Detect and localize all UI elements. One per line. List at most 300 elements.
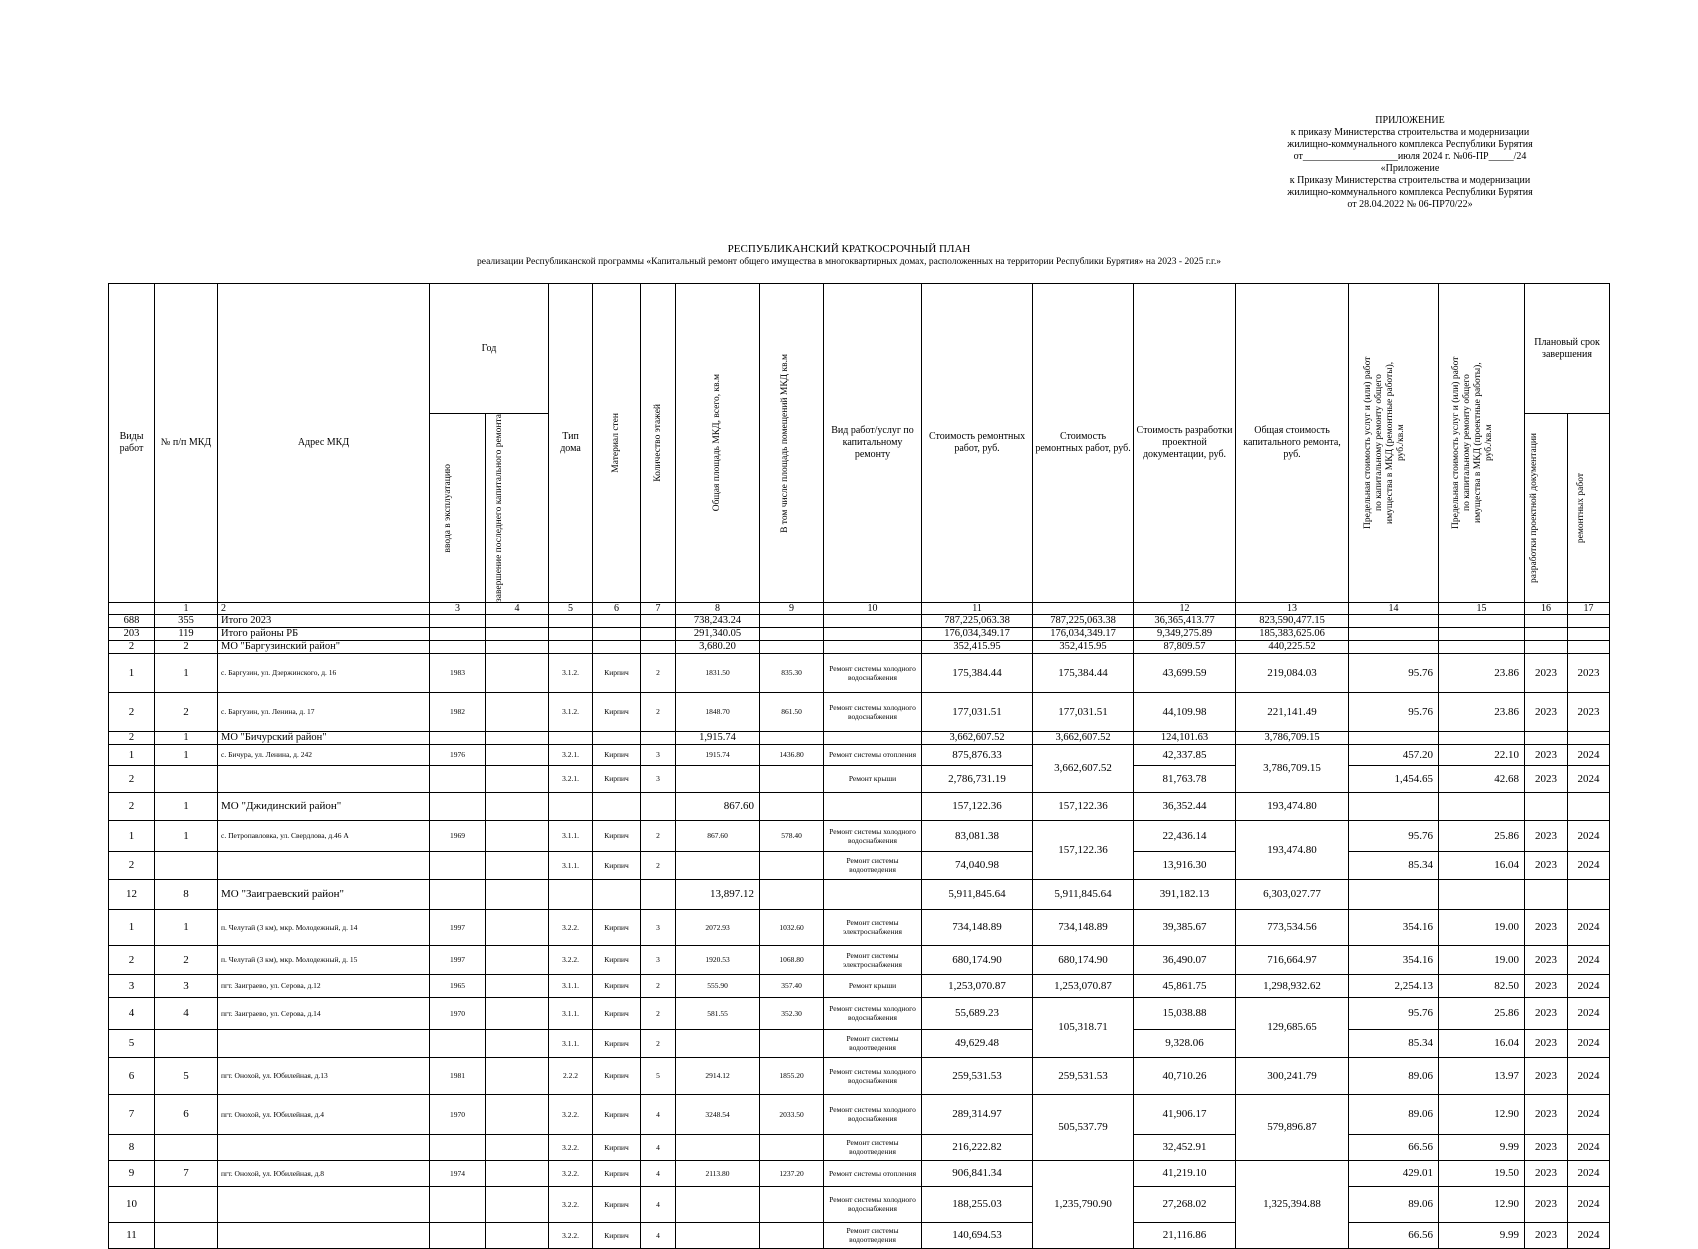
cell-address: пгт. Онохой, ул. Юбилейная, д.8 [218,1160,430,1186]
cell: 74,040.98 [922,851,1033,879]
cell: Кирпич [593,974,641,997]
cell: 3,680.20 [676,640,760,653]
header-year-commissioning-text: ввода в эксплуатацию [442,463,453,553]
cell: 1997 [430,945,486,974]
cell: 259,531.53 [922,1057,1033,1094]
cell: 1 [109,653,155,692]
cell: 2024 [1568,1222,1610,1248]
cell: 680,174.90 [922,945,1033,974]
cell-work-kind: Ремонт системы водоотведения [824,851,922,879]
cell: 354.16 [1349,945,1439,974]
cell: 19.50 [1439,1160,1525,1186]
header-mkd-no: № п/п МКД [155,284,218,603]
cell: 2024 [1568,997,1610,1029]
cell: 773,534.56 [1236,909,1349,945]
table-row [109,744,1610,765]
cell: 3.1.1. [549,851,593,879]
cell: 1976 [430,744,486,765]
cell-work-kind: Ремонт системы отопления [824,1160,922,1186]
cell-work-kind: Ремонт системы водоотведения [824,1029,922,1057]
cell: 9.99 [1439,1222,1525,1248]
cell: 3.1.1. [549,974,593,997]
cell: 83,081.38 [922,820,1033,851]
header-repair-cost-2: Стоимость ремонтных работ, руб. [1033,284,1134,603]
cell: 1915.74 [676,744,760,765]
cell: 2023 [1525,997,1568,1029]
cell: 81,763.78 [1134,765,1236,792]
cell: 2 [109,945,155,974]
cell: 66.56 [1349,1134,1439,1160]
cell-address: с. Бичура, ул. Ленина, д. 242 [218,744,430,765]
cell: 2024 [1568,851,1610,879]
cell: 25.86 [1439,820,1525,851]
header-year-last-repair [486,414,549,603]
cell-work-kind: Ремонт крыши [824,974,922,997]
cell: 457.20 [1349,744,1439,765]
header-wall-material-text: Материал стен [611,413,622,473]
cell: 300,241.79 [1236,1057,1349,1094]
cell: 95.76 [1349,820,1439,851]
cell: 3.2.2. [549,909,593,945]
cell: 3,786,709.15 [1236,744,1349,792]
cell: 1920.53 [676,945,760,974]
table-row [109,974,1610,997]
cell-work-kind: Ремонт системы холодного водоснабжения [824,997,922,1029]
cell-address: Итого 2023 [218,614,430,627]
appendix-line: от___________________июля 2024 г. №06-ПР_____/24 [1293,151,1527,162]
cell: 19.00 [1439,909,1525,945]
cell-address: с. Баргузин, ул. Ленина, д. 17 [218,692,430,731]
cell: 2,786,731.19 [922,765,1033,792]
cell: 23.86 [1439,692,1525,731]
cell: 157,122.36 [1033,820,1134,879]
cell: 4 [641,1134,676,1160]
cell: 3 [109,974,155,997]
header-floors [641,284,676,603]
cell: 22.10 [1439,744,1525,765]
col-num: 11 [922,602,1033,614]
col-num [1033,602,1134,614]
cell: 5,911,845.64 [1033,879,1134,909]
col-num: 13 [1236,602,1349,614]
cell: 203 [109,627,155,640]
cell: 89.06 [1349,1186,1439,1222]
cell: 85.34 [1349,1029,1439,1057]
cell: 42.68 [1439,765,1525,792]
cell: 2 [641,851,676,879]
cell: 2023 [1568,692,1610,731]
cell: 3.2.2. [549,1186,593,1222]
cell: 1997 [430,909,486,945]
cell: 555.90 [676,974,760,997]
cell: 9 [109,1160,155,1186]
cell: 3.1.2. [549,692,593,731]
cell: 8 [109,1134,155,1160]
cell: 2 [109,640,155,653]
cell: 43,699.59 [1134,653,1236,692]
cell: 2024 [1568,1134,1610,1160]
cell: Кирпич [593,909,641,945]
cell: Кирпич [593,1222,641,1248]
cell: 505,537.79 [1033,1094,1134,1160]
column-number-row [109,602,1610,614]
header-deadline-design [1525,414,1568,603]
cell: 1032.60 [760,909,824,945]
table-row [109,1160,1610,1186]
header-work-kind: Вид работ/услуг по капитальному ремонту [824,284,922,603]
cell: 175,384.44 [922,653,1033,692]
cell: 2 [109,851,155,879]
cell: 6 [109,1057,155,1094]
header-repair-cost: Стоимость ремонтных работ, руб. [922,284,1033,603]
col-num [109,602,155,614]
cell: 12.90 [1439,1094,1525,1134]
cell: 1,235,790.90 [1033,1160,1134,1248]
cell: Кирпич [593,1094,641,1134]
cell: 157,122.36 [922,792,1033,820]
cell: 579,896.87 [1236,1094,1349,1160]
cell: 3.2.1. [549,744,593,765]
cell-work-kind: Ремонт системы холодного водоснабжения [824,1094,922,1134]
table-row-total-2023 [109,614,1610,627]
appendix-line: жилищно-коммунального комплекса Республики Бурятия [1287,187,1533,198]
cell: 738,243.24 [676,614,760,627]
cell: 3,662,607.52 [1033,744,1134,792]
col-num: 8 [676,602,760,614]
cell: 259,531.53 [1033,1057,1134,1094]
table-row [109,945,1610,974]
cell: 2023 [1525,974,1568,997]
cell-work-kind: Ремонт системы холодного водоснабжения [824,1186,922,1222]
col-num: 7 [641,602,676,614]
col-num: 3 [430,602,486,614]
header-premises-area-text: В том числе площадь помещений МКД кв.м [779,353,790,533]
header-limit-repair [1349,284,1439,603]
cell: 2 [641,820,676,851]
cell: 3 [641,945,676,974]
cell: 42,337.85 [1134,744,1236,765]
header-year-last-repair-text: завершение последнего капитального ремонта [494,414,504,602]
cell: 352.30 [760,997,824,1029]
cell: 1,454.65 [1349,765,1439,792]
cell: 578.40 [760,820,824,851]
cell-work-kind: Ремонт системы электроснабжения [824,909,922,945]
cell-work-kind: Ремонт системы отопления [824,744,922,765]
cell: 1,253,070.87 [1033,974,1134,997]
cell-address: МО "Заиграевский район" [218,879,430,909]
cell: 105,318.71 [1033,997,1134,1057]
cell: 22,436.14 [1134,820,1236,851]
cell: 3.2.2. [549,1094,593,1134]
header-deadline-design-text: разработки проектной документации [1529,433,1540,583]
header-deadline-repair-text: ремонтных работ [1575,472,1586,544]
cell: 4 [641,1094,676,1134]
appendix-header [1235,115,1585,211]
cell: 1237.20 [760,1160,824,1186]
cell: 13.97 [1439,1057,1525,1094]
table-row [109,851,1610,879]
cell: 12 [109,879,155,909]
cell: 391,182.13 [1134,879,1236,909]
cell: Кирпич [593,765,641,792]
cell: 193,474.80 [1236,792,1349,820]
table-row-dzhida-total [109,792,1610,820]
cell: Кирпич [593,1057,641,1094]
cell: Кирпич [593,1134,641,1160]
table-row [109,1094,1610,1134]
cell: 2 [109,792,155,820]
cell: 89.06 [1349,1094,1439,1134]
cell: 2072.93 [676,909,760,945]
cell: 2023 [1525,1186,1568,1222]
cell: 2024 [1568,765,1610,792]
cell: 2 [155,640,218,653]
cell: 440,225.52 [1236,640,1349,653]
cell: 176,034,349.17 [922,627,1033,640]
cell: 1,915.74 [676,731,760,744]
cell: 32,452.91 [1134,1134,1236,1160]
appendix-line: ПРИЛОЖЕНИЕ [1375,115,1445,126]
cell: 15,038.88 [1134,997,1236,1029]
cell: 3.1.2. [549,653,593,692]
cell: 4 [155,997,218,1029]
cell: 5 [155,1057,218,1094]
header-limit-design [1439,284,1525,603]
cell: 680,174.90 [1033,945,1134,974]
col-num: 4 [486,602,549,614]
col-num: 10 [824,602,922,614]
cell: Кирпич [593,945,641,974]
cell: 2023 [1525,765,1568,792]
cell: 27,268.02 [1134,1186,1236,1222]
cell: 177,031.51 [922,692,1033,731]
cell: 7 [109,1094,155,1134]
cell: 5 [109,1029,155,1057]
cell: 193,474.80 [1236,820,1349,879]
cell: 176,034,349.17 [1033,627,1134,640]
header-total-area [676,284,760,603]
col-num: 2 [218,602,430,614]
cell: 1068.80 [760,945,824,974]
cell-address: МО "Баргузинский район" [218,640,430,653]
cell: 2024 [1568,1186,1610,1222]
cell: 95.76 [1349,997,1439,1029]
cell: 734,148.89 [1033,909,1134,945]
cell-address: МО "Бичурский район" [218,731,430,744]
cell-address: Итого районы РБ [218,627,430,640]
cell: 357.40 [760,974,824,997]
cell: 9.99 [1439,1134,1525,1160]
cell: 3 [641,765,676,792]
cell: 291,340.05 [676,627,760,640]
cell: 2 [641,1029,676,1057]
cell: 1 [109,909,155,945]
cell: 1831.50 [676,653,760,692]
plan-table [108,283,1610,1249]
appendix-line: к приказу Министерства строительства и модернизации [1290,127,1530,138]
cell: Кирпич [593,1186,641,1222]
cell: 2023 [1525,909,1568,945]
header-limit-repair-text: Предельная стоимость услуг и (или) работ по капитальному ремонту общего имущества в МКД (ремонтные работы), руб./кв.м [1362,356,1406,530]
cell: 581.55 [676,997,760,1029]
cell: 1965 [430,974,486,997]
cell: 1 [109,820,155,851]
cell: 2,254.13 [1349,974,1439,997]
table-row [109,692,1610,731]
cell: 2 [641,692,676,731]
cell: 2023 [1525,945,1568,974]
cell-address: с. Петропавловка, ул. Свердлова, д.46 А [218,820,430,851]
cell: 2023 [1525,1057,1568,1094]
header-work-types: Виды работ [109,284,155,603]
col-num: 16 [1525,602,1568,614]
cell: 354.16 [1349,909,1439,945]
cell: 2024 [1568,820,1610,851]
table-row-bichura-total [109,731,1610,744]
cell: 1855.20 [760,1057,824,1094]
cell-work-kind: Ремонт крыши [824,765,922,792]
cell: 2 [109,765,155,792]
cell: 3.2.2. [549,945,593,974]
cell: 2033.50 [760,1094,824,1134]
cell: 2024 [1568,974,1610,997]
header-house-type: Тип дома [549,284,593,603]
appendix-line: от 28.04.2022 № 06-ПР70/22» [1347,199,1473,210]
cell: 4 [641,1160,676,1186]
cell: 2023 [1525,1222,1568,1248]
cell: 1436.80 [760,744,824,765]
cell: 1,325,394.88 [1236,1160,1349,1248]
cell: 352,415.95 [922,640,1033,653]
cell: 5 [641,1057,676,1094]
cell: 2 [109,731,155,744]
cell: 3.2.2. [549,1134,593,1160]
cell: Кирпич [593,851,641,879]
cell-address: пгт. Онохой, ул. Юбилейная, д.4 [218,1094,430,1134]
cell: 95.76 [1349,653,1439,692]
col-num: 12 [1134,602,1236,614]
header-total-cost: Общая стоимость капитального ремонта, руб. [1236,284,1349,603]
table-row [109,997,1610,1029]
cell: 10 [109,1186,155,1222]
header-wall-material [593,284,641,603]
cell: Кирпич [593,820,641,851]
cell: 1,253,070.87 [922,974,1033,997]
cell: 2 [641,653,676,692]
cell: 2024 [1568,1057,1610,1094]
table-row [109,820,1610,851]
cell: Кирпич [593,692,641,731]
cell-work-kind: Ремонт системы холодного водоснабжения [824,692,922,731]
col-num: 5 [549,602,593,614]
cell: 2914.12 [676,1057,760,1094]
cell: 1970 [430,997,486,1029]
cell: 2023 [1525,744,1568,765]
table-row-zaigraevo-total [109,879,1610,909]
cell: 124,101.63 [1134,731,1236,744]
cell: 1981 [430,1057,486,1094]
cell: 861.50 [760,692,824,731]
col-num: 15 [1439,602,1525,614]
cell: 19.00 [1439,945,1525,974]
cell: 13,897.12 [676,879,760,909]
cell-work-kind: Ремонт системы водоотведения [824,1222,922,1248]
cell: 85.34 [1349,851,1439,879]
cell: 41,219.10 [1134,1160,1236,1186]
cell: 2023 [1525,692,1568,731]
cell: 1,298,932.62 [1236,974,1349,997]
cell: 95.76 [1349,692,1439,731]
cell: 157,122.36 [1033,792,1134,820]
cell: 1 [155,792,218,820]
header-address: Адрес МКД [218,284,430,603]
header-design-cost: Стоимость разработки проектной документации, руб. [1134,284,1236,603]
cell: 787,225,063.38 [922,614,1033,627]
cell: 289,314.97 [922,1094,1033,1134]
cell-address: пгт. Заиграево, ул. Серова, д.12 [218,974,430,997]
cell: 12.90 [1439,1186,1525,1222]
cell: Кирпич [593,1029,641,1057]
cell: 355 [155,614,218,627]
table-row [109,1134,1610,1160]
cell: 66.56 [1349,1222,1439,1248]
plan-title: РЕСПУБЛИКАНСКИЙ КРАТКОСРОЧНЫЙ ПЛАН [727,243,971,255]
cell: 140,694.53 [922,1222,1033,1248]
col-num: 14 [1349,602,1439,614]
cell: 2024 [1568,909,1610,945]
cell: 1 [155,909,218,945]
cell: 219,084.03 [1236,653,1349,692]
cell: Кирпич [593,653,641,692]
cell: 9,349,275.89 [1134,627,1236,640]
cell: 87,809.57 [1134,640,1236,653]
cell: 2 [155,692,218,731]
cell: 3,662,607.52 [1033,731,1134,744]
cell: 13,916.30 [1134,851,1236,879]
cell: 221,141.49 [1236,692,1349,731]
cell: 44,109.98 [1134,692,1236,731]
cell: 906,841.34 [922,1160,1033,1186]
cell: 688 [109,614,155,627]
cell: 2024 [1568,1029,1610,1057]
cell: 8 [155,879,218,909]
cell: 6 [155,1094,218,1134]
cell: 1848.70 [676,692,760,731]
cell: Кирпич [593,997,641,1029]
cell: 3 [641,909,676,945]
cell: 835.30 [760,653,824,692]
cell: 16.04 [1439,851,1525,879]
cell: 3 [641,744,676,765]
cell: Кирпич [593,1160,641,1186]
cell-address: МО "Джидинский район" [218,792,430,820]
cell: 429.01 [1349,1160,1439,1186]
cell: 1974 [430,1160,486,1186]
cell: 3.1.1. [549,820,593,851]
cell: 9,328.06 [1134,1029,1236,1057]
header-year: Год [430,284,549,414]
cell: 4 [641,1186,676,1222]
cell: 23.86 [1439,653,1525,692]
cell: 188,255.03 [922,1186,1033,1222]
cell: 55,689.23 [922,997,1033,1029]
cell: 352,415.95 [1033,640,1134,653]
cell: 1 [109,744,155,765]
cell: 3.2.1. [549,765,593,792]
cell: 734,148.89 [922,909,1033,945]
plan-subtitle: реализации Республиканской программы «Капитальный ремонт общего имущества в многоквартирных домах, расположенных на территории Республики Бурятия» на 2023 - 2025 г.г.» [477,257,1221,267]
cell: 119 [155,627,218,640]
